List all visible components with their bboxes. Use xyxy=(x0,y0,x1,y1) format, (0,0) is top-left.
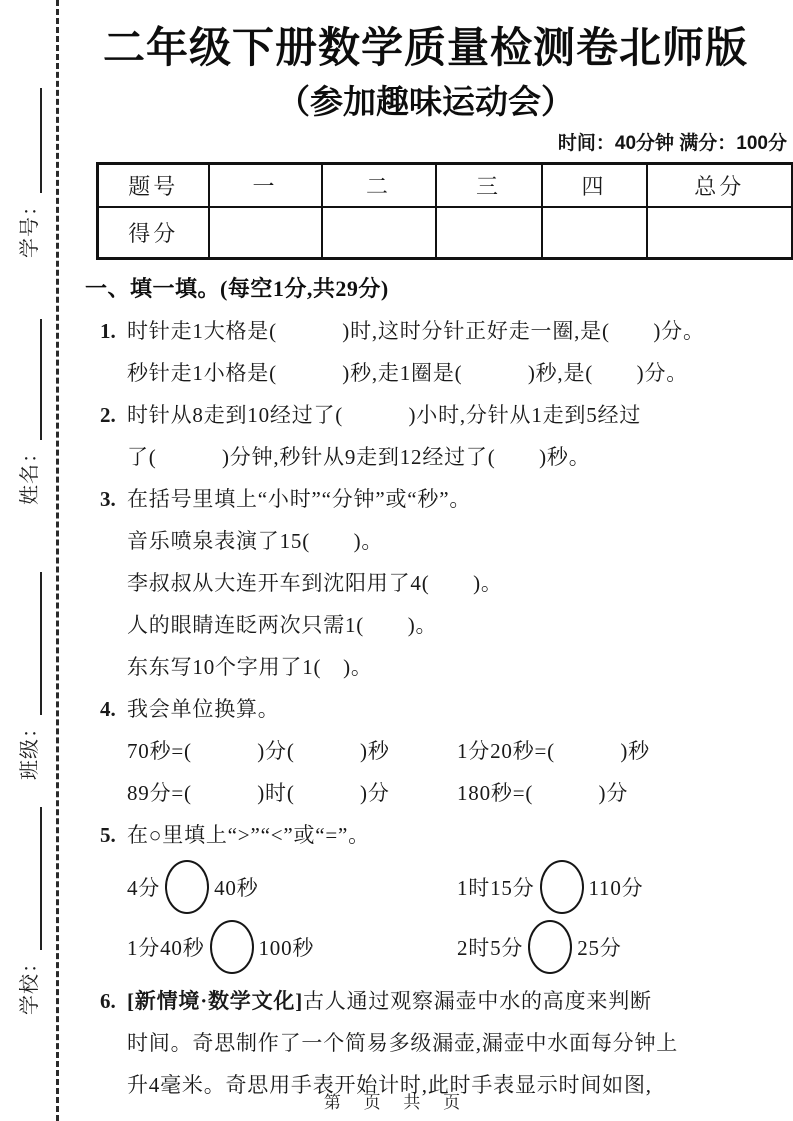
question-4 xyxy=(85,688,791,814)
question-number: 5. xyxy=(100,823,116,847)
school-blank-line xyxy=(36,807,42,950)
question-line: 东东写10个字用了1( )。 xyxy=(127,655,373,679)
comparison-left: 2时5分 xyxy=(457,936,524,960)
comparison-circle xyxy=(210,920,254,974)
exam-meta: 时间：40分钟 满分：100分 xyxy=(557,133,787,154)
question-line: 时间。奇思制作了一个简易多级漏壶,漏壶中水面每分钟上 xyxy=(127,1031,679,1055)
question-5 xyxy=(85,814,791,974)
score-cell xyxy=(542,207,647,259)
question-number: 2. xyxy=(100,403,116,427)
question-line: 在○里填上“>”“<”或“=”。 xyxy=(127,823,370,847)
class-blank-line xyxy=(36,572,42,715)
score-cell xyxy=(322,207,436,259)
comparison-circle xyxy=(540,860,584,914)
question-line: 升4毫米。奇思用手表开始计时,此时手表显示时间如图, xyxy=(127,1073,652,1097)
comparison-right: 40秒 xyxy=(214,876,259,900)
score-cell xyxy=(209,207,322,259)
comparison-circle xyxy=(165,860,209,914)
score-header-col2: 二 xyxy=(322,164,436,208)
question-tag: [新情境·数学文化] xyxy=(127,989,303,1013)
conversion-item: 70秒=( )分( )秒 xyxy=(127,739,390,763)
question-line: 人的眼睛连眨两次只需1( )。 xyxy=(127,613,438,637)
question-line: 时针走1大格是( )时,这时分针正好走一圈,是( )分。 xyxy=(127,319,705,343)
score-cell-total xyxy=(647,207,793,259)
question-line: 时针从8走到10经过了( )小时,分针从1走到5经过 xyxy=(127,403,642,427)
conversion-item: 89分=( )时( )分 xyxy=(127,781,390,805)
question-line: 在括号里填上“小时”“分钟”或“秒”。 xyxy=(127,487,472,511)
question-line: 我会单位换算。 xyxy=(127,697,280,721)
name-blank-line xyxy=(36,319,42,440)
question-number: 6. xyxy=(100,989,116,1013)
student-id-blank-line xyxy=(36,88,42,193)
page-subtitle: （参加趣味运动会） xyxy=(277,83,574,120)
comparison-item xyxy=(127,860,457,914)
section-1 xyxy=(85,274,791,1106)
question-number: 1. xyxy=(100,319,116,343)
score-table xyxy=(96,162,793,260)
page-footer: 第 页 共 页 xyxy=(323,1093,470,1112)
score-header-col3: 三 xyxy=(436,164,542,208)
margin-field-name xyxy=(16,319,42,505)
question-3 xyxy=(85,478,791,688)
comparison-item xyxy=(127,920,457,974)
conversion-item: 180秒=( )分 xyxy=(457,781,629,805)
margin-field-student-id xyxy=(16,88,42,258)
comparison-left: 1时15分 xyxy=(457,876,535,900)
score-row-label: 得分 xyxy=(98,207,209,259)
question-2 xyxy=(85,394,791,478)
question-1 xyxy=(85,310,791,394)
margin-field-school xyxy=(16,807,42,1015)
comparison-left: 1分40秒 xyxy=(127,936,205,960)
question-line: 了( )分钟,秒针从9走到12经过了( )秒。 xyxy=(127,445,591,469)
score-header-col1: 一 xyxy=(209,164,322,208)
score-cell xyxy=(436,207,542,259)
page-main xyxy=(58,0,793,1121)
comparison-circle xyxy=(528,920,572,974)
question-line: 秒针走1小格是( )秒,走1圈是( )秒,是( )分。 xyxy=(127,361,689,385)
unit-conversion-grid xyxy=(100,730,791,814)
comparison-right: 25分 xyxy=(577,936,622,960)
comparison-right: 100秒 xyxy=(258,936,315,960)
school-label: 学校： xyxy=(19,952,41,1015)
comparison-left: 4分 xyxy=(127,876,161,900)
conversion-item: 1分20秒=( )秒 xyxy=(457,739,650,763)
comparison-item xyxy=(457,920,791,974)
question-line: 音乐喷泉表演了15( )。 xyxy=(127,529,384,553)
score-header-label: 题号 xyxy=(98,164,209,208)
name-label: 姓名： xyxy=(19,442,41,505)
question-line: 古人通过观察漏壶中水的高度来判断 xyxy=(303,989,652,1013)
comparison-right: 110分 xyxy=(588,876,644,900)
comparison-grid xyxy=(100,860,791,974)
score-header-col4: 四 xyxy=(542,164,647,208)
class-label: 班级： xyxy=(19,717,41,780)
student-id-label: 学号： xyxy=(19,195,41,258)
margin-field-class xyxy=(16,572,42,780)
question-number: 3. xyxy=(100,487,116,511)
page-title: 二年级下册数学质量检测卷北师版 xyxy=(102,24,748,71)
question-line: 李叔叔从大连开车到沈阳用了4( )。 xyxy=(127,571,503,595)
question-number: 4. xyxy=(100,697,116,721)
score-header-total: 总分 xyxy=(647,164,793,208)
section-1-heading: 一、填一填。(每空1分,共29分) xyxy=(85,276,389,301)
comparison-item xyxy=(457,860,791,914)
